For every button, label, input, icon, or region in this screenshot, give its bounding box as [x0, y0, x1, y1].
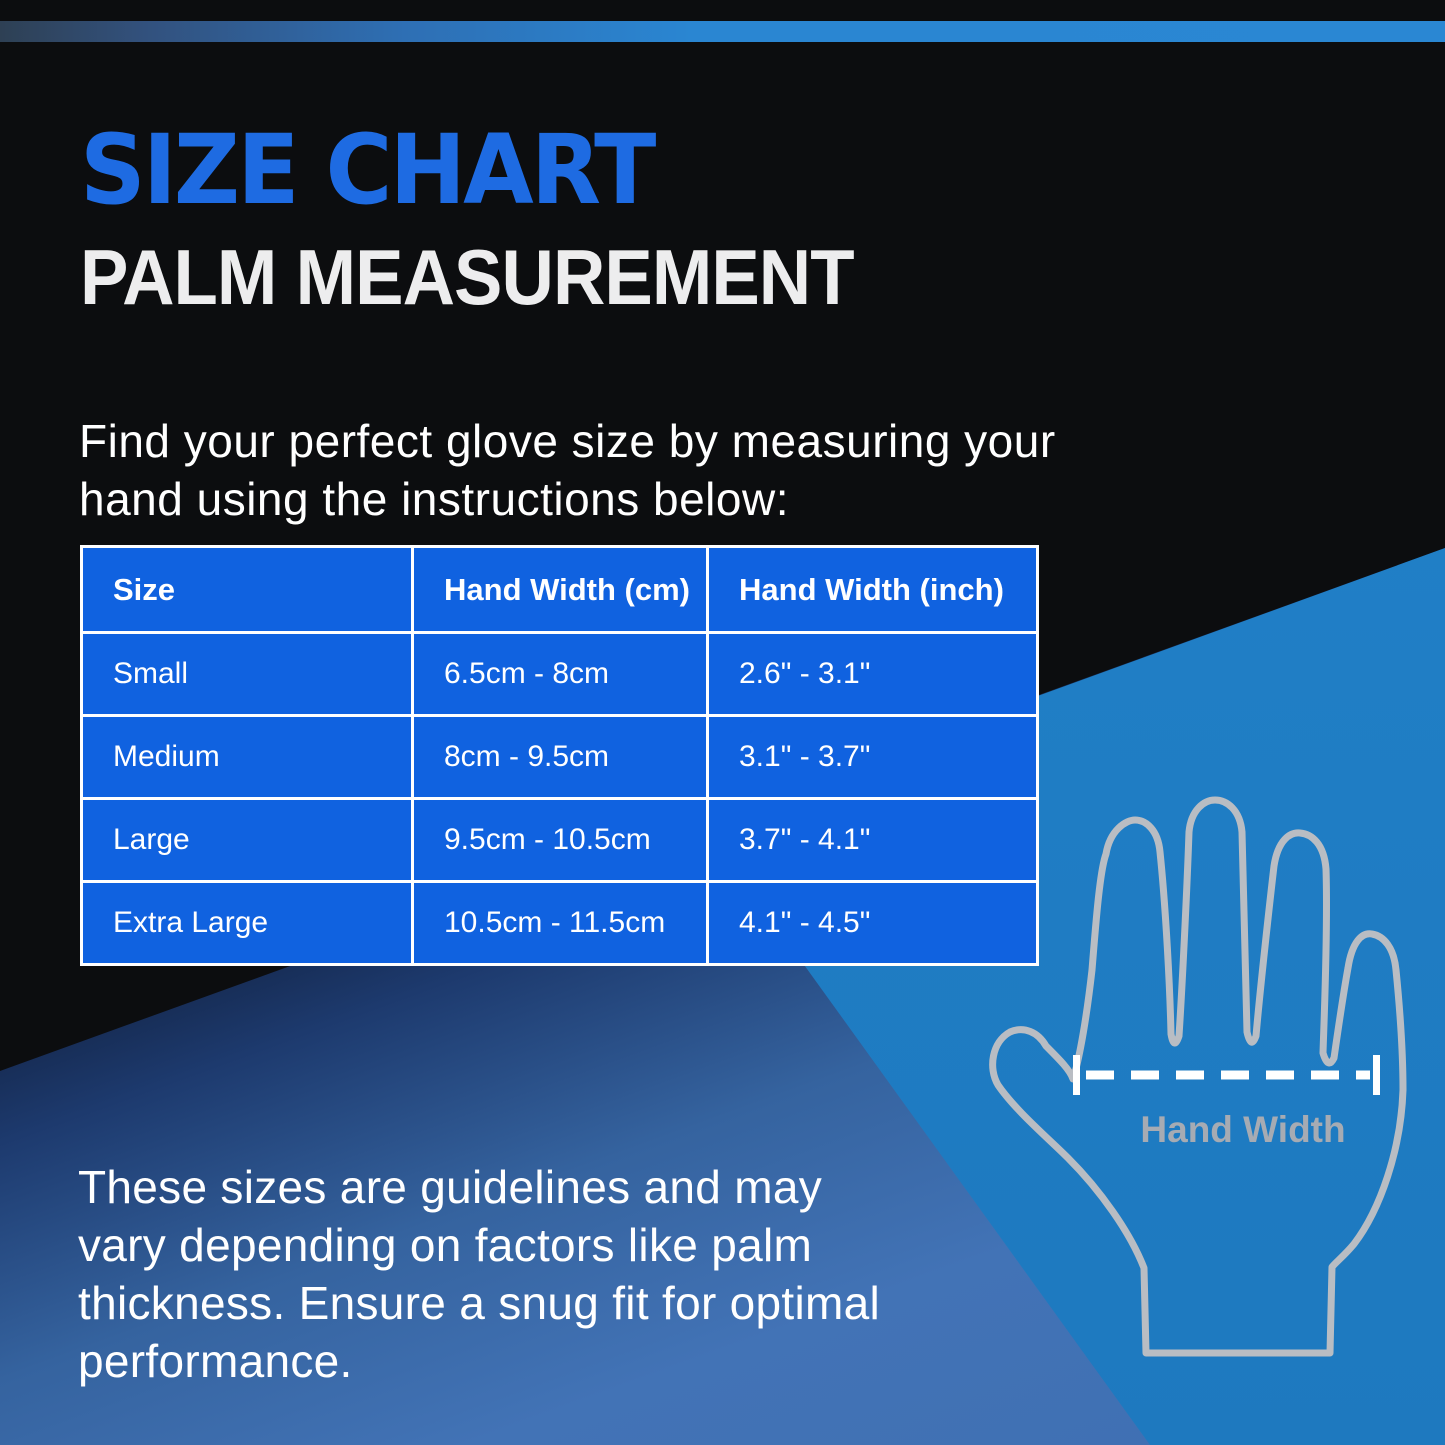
- measurement-tick-left: [1073, 1055, 1080, 1095]
- cell-inch: 3.1" - 3.7": [708, 716, 1038, 799]
- page-subtitle: PALM MEASUREMENT: [80, 233, 854, 321]
- cell-cm: 6.5cm - 8cm: [413, 633, 708, 716]
- table-row: [82, 882, 1038, 965]
- measurement-tick-right: [1373, 1055, 1380, 1095]
- cell-cm: 10.5cm - 11.5cm: [413, 882, 708, 965]
- table-row: [82, 799, 1038, 882]
- note-line-4: performance.: [78, 1335, 353, 1387]
- hand-measurement-diagram: [960, 770, 1430, 1370]
- cell-inch: 4.1" - 4.5": [708, 882, 1038, 965]
- intro-line-2: hand using the instructions below:: [79, 473, 789, 525]
- cell-size: Medium: [82, 716, 413, 799]
- cell-cm: 9.5cm - 10.5cm: [413, 799, 708, 882]
- guideline-note: [78, 1158, 880, 1390]
- cell-size: Extra Large: [82, 882, 413, 965]
- size-table: [80, 545, 1039, 966]
- page-title: SIZE CHART: [80, 114, 654, 226]
- intro-line-1: Find your perfect glove size by measuring your: [79, 415, 1056, 467]
- table-header-cm: Hand Width (cm): [413, 547, 708, 633]
- table-row: [82, 633, 1038, 716]
- table-header-inch: Hand Width (inch): [708, 547, 1038, 633]
- top-accent-bar: [0, 21, 1445, 42]
- table-row: [82, 716, 1038, 799]
- note-line-1: These sizes are guidelines and may: [78, 1161, 823, 1213]
- table-header-size: Size: [82, 547, 413, 633]
- cell-inch: 2.6" - 3.1": [708, 633, 1038, 716]
- table-header-row: [82, 547, 1038, 633]
- cell-cm: 8cm - 9.5cm: [413, 716, 708, 799]
- note-line-3: thickness. Ensure a snug fit for optimal: [78, 1277, 881, 1329]
- hand-width-label: Hand Width: [1140, 1109, 1346, 1150]
- cell-inch: 3.7" - 4.1": [708, 799, 1038, 882]
- note-line-2: vary depending on factors like palm: [78, 1219, 813, 1271]
- intro-text: [79, 412, 1056, 528]
- cell-size: Large: [82, 799, 413, 882]
- cell-size: Small: [82, 633, 413, 716]
